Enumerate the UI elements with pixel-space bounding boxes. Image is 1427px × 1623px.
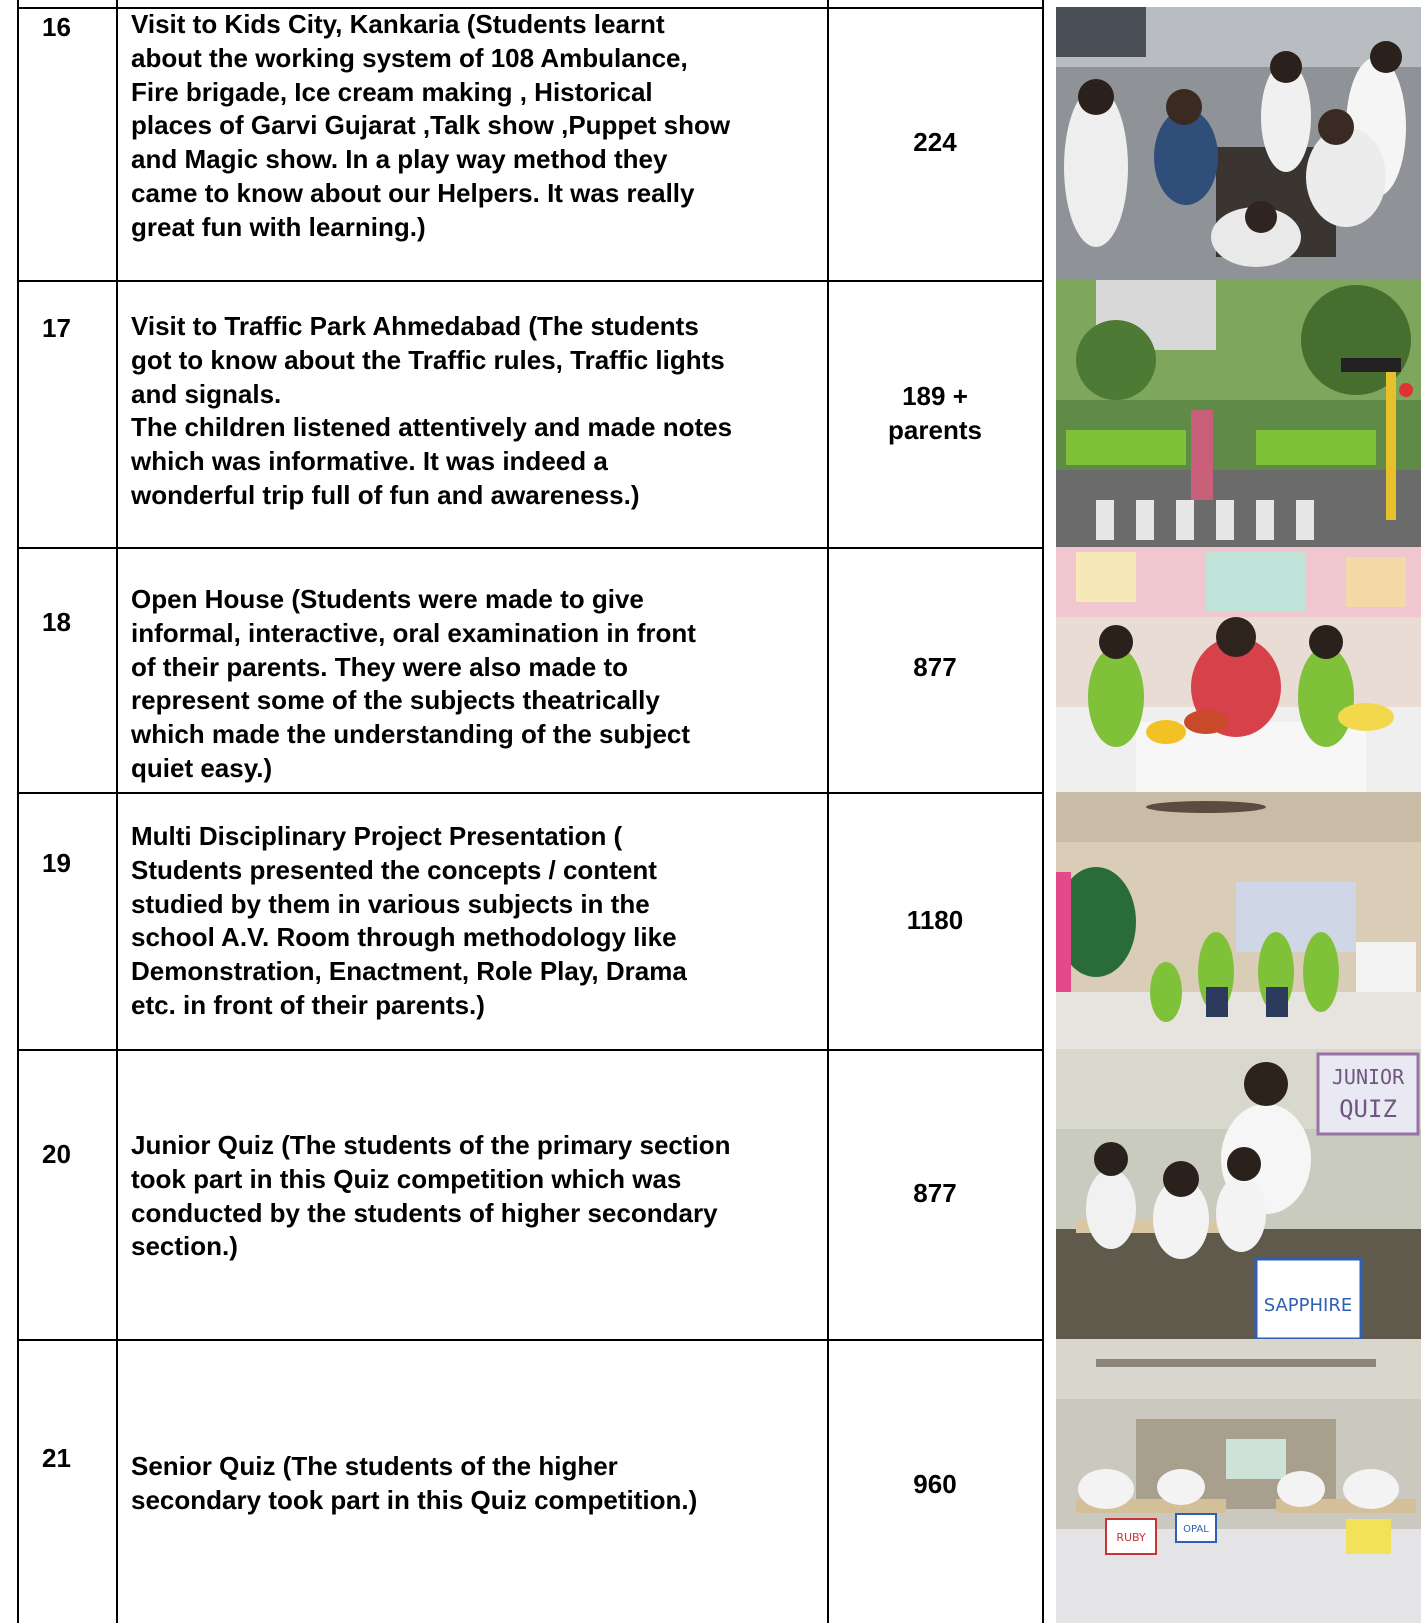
table-row bbox=[0, 792, 1427, 1049]
student-count: 224 bbox=[913, 127, 957, 158]
senior-quiz-photo bbox=[1056, 1339, 1421, 1623]
table-row bbox=[0, 1339, 1427, 1623]
row-number: 18 bbox=[42, 607, 71, 637]
student-count: 960 bbox=[913, 1469, 957, 1500]
table-row bbox=[0, 1049, 1427, 1339]
sapphire-sign: SAPPHIRE bbox=[1263, 1295, 1353, 1316]
kids-city-photo bbox=[1056, 7, 1421, 280]
table-row bbox=[0, 280, 1427, 547]
row-number: 16 bbox=[42, 12, 71, 42]
student-count: 1180 bbox=[906, 905, 964, 936]
row-number: 20 bbox=[42, 1139, 71, 1169]
row-number: 19 bbox=[42, 848, 71, 878]
activity-description: Open House (Students were made to give informal, interactive, oral examination in front of their parents. They were also made to represent some of the subjects theatrically which made the understanding of the subject quiet easy.) bbox=[131, 584, 696, 783]
row-number: 17 bbox=[42, 313, 71, 343]
table-row bbox=[0, 547, 1427, 792]
project-presentation-photo bbox=[1056, 792, 1421, 1049]
open-house-photo bbox=[1056, 547, 1421, 792]
activity-description: Multi Disciplinary Project Presentation ( Students presented the concepts / content studied by them in various subjects in the school A.V. Room through methodology like Demonstration, Enactment, Role Play, Drama etc. in front of their parents.) bbox=[131, 821, 687, 1020]
student-count: 877 bbox=[913, 652, 957, 683]
svg-text:QUIZ: QUIZ bbox=[1339, 1095, 1397, 1123]
row-number: 21 bbox=[42, 1443, 71, 1473]
traffic-park-photo bbox=[1056, 280, 1421, 547]
student-count: 189 + parents bbox=[888, 381, 982, 445]
activity-description: Visit to Traffic Park Ahmedabad (The students got to know about the Traffic rules, Traffic lights and signals. The children listened attentively and made notes which was informative. It was indeed a wonderful trip full of fun and awareness.) bbox=[131, 311, 733, 510]
junior-quiz-sign: JUNIOR bbox=[1331, 1065, 1405, 1089]
ruby-sign: RUBY bbox=[1116, 1531, 1146, 1544]
activity-description: Junior Quiz (The students of the primary section took part in this Quiz competition which was conducted by the students of higher secondary section.) bbox=[131, 1130, 731, 1262]
opal-sign: OPAL bbox=[1183, 1524, 1209, 1535]
activity-description: Senior Quiz (The students of the higher secondary took part in this Quiz competition.) bbox=[131, 1451, 698, 1515]
junior-quiz-photo bbox=[1056, 1049, 1421, 1339]
student-count: 877 bbox=[913, 1178, 957, 1209]
activity-description: Visit to Kids City, Kankaria (Students learnt about the working system of 108 Ambulance, Fire brigade, Ice cream making , Historical places of Garvi Gujarat ,Talk show ,Puppet show and Magic show. In a play way method they came to know about our Helpers. It was really great fun with learning.) bbox=[131, 9, 731, 242]
table-row bbox=[0, 0, 1427, 280]
